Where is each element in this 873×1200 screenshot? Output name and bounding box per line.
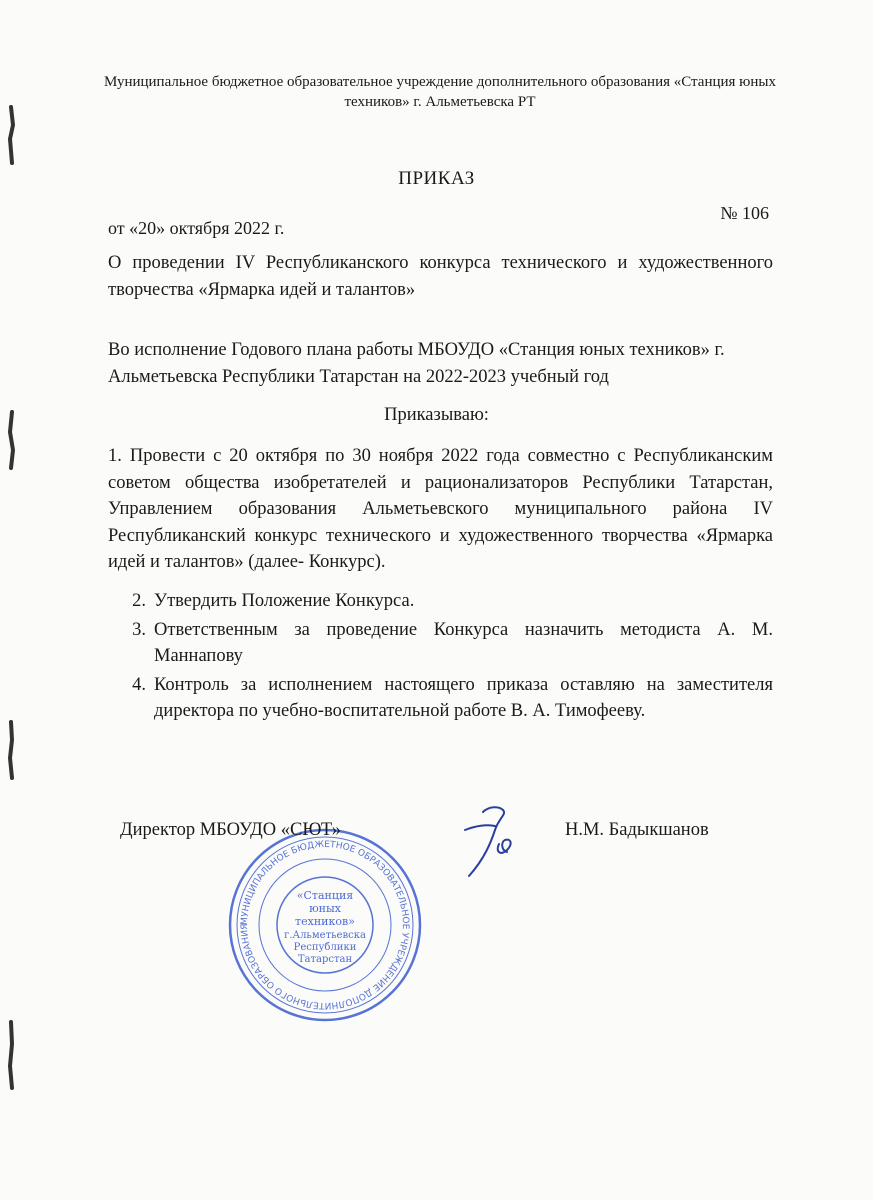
- order-preamble: Во исполнение Годового плана работы МБОУДО «Станция юных техников» г. Альметьевска Республики Татарстан на 2022-2023 учебный год: [108, 340, 725, 387]
- stamp-center-line: Татарстан: [297, 954, 353, 965]
- official-stamp: [225, 825, 425, 1025]
- order-directive-word: Приказываю:: [384, 405, 489, 425]
- stamp-center-line: Республики: [293, 942, 357, 953]
- order-item: [108, 617, 773, 670]
- handwritten-signature: [455, 800, 530, 880]
- order-item-number: 2.: [132, 591, 146, 611]
- punch-hole-mark: [4, 720, 18, 780]
- stamp-center-line: г.Альметьевска: [284, 930, 366, 941]
- order-item-number: 3.: [132, 619, 146, 640]
- order-item-text: Контроль за исполнением настоящего приказа оставляю на заместителя директора по учебно-воспитательной работе В. А. Тимофееву.: [154, 674, 773, 721]
- organization-header: Муниципальное бюджетное образовательное учреждение дополнительного образования «Станция юных техников» г. Альметьевска РТ: [103, 74, 776, 110]
- order-date: от «20» октября 2022 г.: [108, 218, 285, 238]
- order-item: [108, 672, 773, 725]
- punch-hole-mark: [4, 1020, 18, 1090]
- document-title: ПРИКАЗ: [398, 168, 475, 189]
- order-item-number: 4.: [132, 674, 146, 695]
- order-number: № 106: [720, 203, 769, 223]
- stamp-ring-text: МУНИЦИПАЛЬНОЕ БЮДЖЕТНОЕ ОБРАЗОВАТЕЛЬНОЕ УЧРЕЖДЕНИЕ ДОПОЛНИТЕЛЬНОГО ОБРАЗОВАНИЯ: [239, 839, 411, 1011]
- stamp-center-line: юных: [309, 902, 341, 915]
- order-subject: О проведении IV Республиканского конкурса технического и художественного творчества «Ярмарка идей и талантов»: [108, 253, 773, 300]
- stamp-center-line: «Станция: [296, 889, 354, 902]
- signature-stroke: [465, 807, 511, 876]
- signatory-position: Директор МБОУДО «СЮТ»: [120, 820, 342, 840]
- signatory-name: Н.М. Бадыкшанов: [565, 820, 709, 840]
- order-item: [108, 588, 773, 615]
- order-item-1: 1. Провести с 20 октября по 30 ноября 2022 года совместно с Республиканским советом общества изобретателей и рационализаторов Республики Татарстан, Управлением образования Альметьевского муниципального района IV Республиканский конкурс технического и художественного творчества «Ярмарка идей и талантов» (далее- Конкурс).: [108, 446, 773, 572]
- stamp-center-line: техников»: [295, 915, 355, 928]
- order-items-list: [108, 588, 773, 725]
- order-item-text: Ответственным за проведение Конкурса назначить методиста А. М. Маннапову: [154, 619, 773, 666]
- punch-hole-mark: [4, 105, 18, 165]
- order-item-text: Утвердить Положение Конкурса.: [154, 591, 415, 611]
